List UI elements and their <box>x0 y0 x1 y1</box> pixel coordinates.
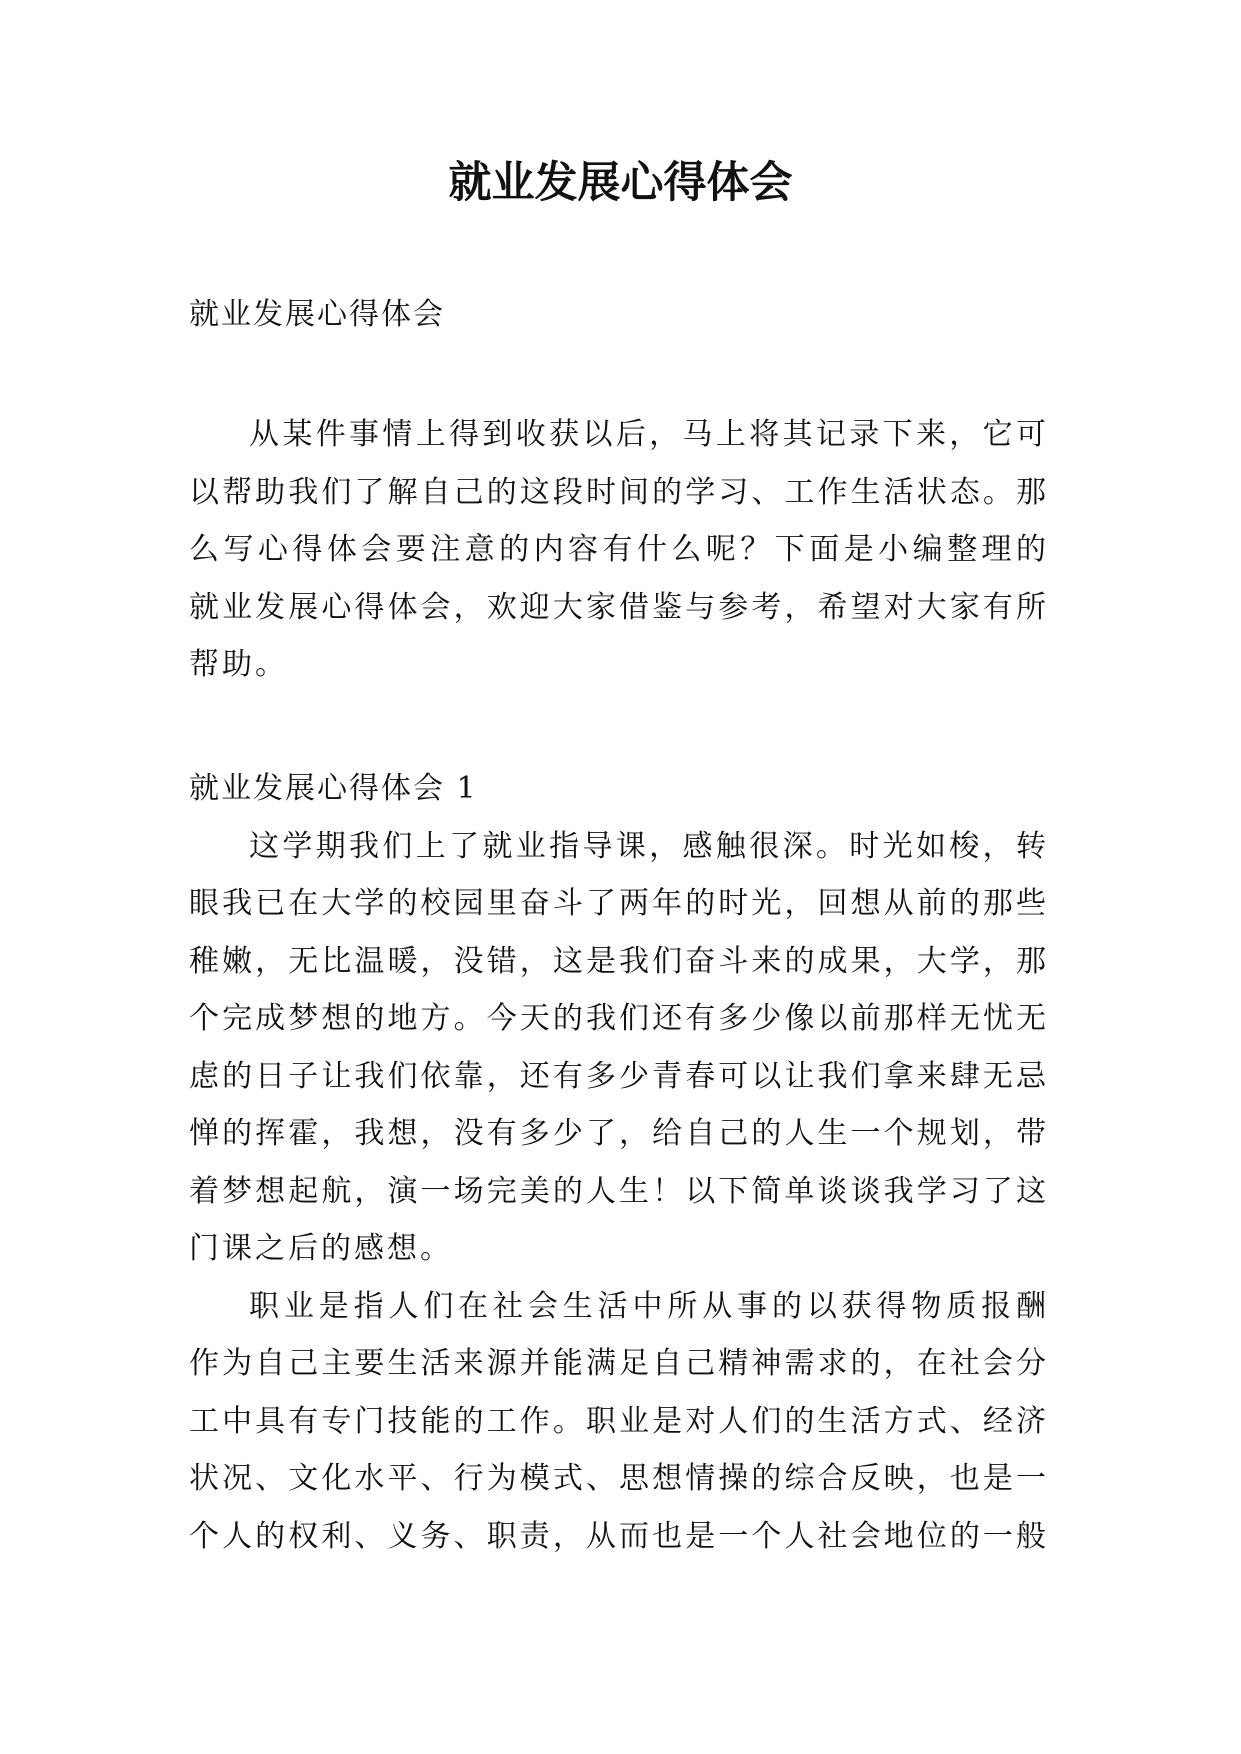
document-title: 就业发展心得体会 <box>448 158 793 208</box>
intro-line: 就业发展心得体会，欢迎大家借鉴与参考，希望对大家有所 <box>189 589 1049 625</box>
paragraph-line: 虑的日子让我们依靠，还有多少青春可以让我们拿来肆无忌 <box>189 1058 1049 1094</box>
paragraph-line: 职业是指人们在社会生活中所从事的以获得物质报酬 <box>249 1288 1049 1324</box>
paragraph-line: 工中具有专门技能的工作。职业是对人们的生活方式、经济 <box>189 1403 1049 1439</box>
paragraph-line: 眼我已在大学的校园里奋斗了两年的时光，回想从前的那些 <box>189 886 1049 921</box>
intro-line: 以帮助我们了解自己的这段时间的学习、工作生活状态。那 <box>189 474 1049 510</box>
paragraph-line: 这学期我们上了就业指导课，感触很深。时光如梭，转 <box>249 828 1049 864</box>
paragraph-line: 个完成梦想的地方。今天的我们还有多少像以前那样无忧无 <box>189 1001 1049 1036</box>
paragraph-line: 个人的权利、义务、职责，从而也是一个人社会地位的一般 <box>189 1518 1049 1554</box>
paragraph-line: 惮的挥霍，我想，没有多少了，给自己的人生一个规划，带 <box>189 1116 1049 1151</box>
intro-line: 帮助。 <box>189 647 288 682</box>
section-heading: 就业发展心得体会 1 <box>189 771 478 806</box>
intro-paragraph <box>189 406 1049 694</box>
section-1 <box>189 760 1049 1565</box>
paragraph-line: 门课之后的感想。 <box>189 1231 453 1266</box>
intro-line: 么写心得体会要注意的内容有什么呢？下面是小编整理的 <box>189 532 1049 567</box>
paragraph-line: 作为自己主要生活来源并能满足自己精神需求的，在社会分 <box>189 1346 1049 1381</box>
document-subtitle: 就业发展心得体会 <box>189 297 445 332</box>
paragraph-line: 稚嫩，无比温暖，没错，这是我们奋斗来的成果，大学，那 <box>189 943 1049 979</box>
paragraph-line: 着梦想起航，演一场完美的人生！以下简单谈谈我学习了这 <box>189 1173 1049 1209</box>
section-paragraph-1 <box>189 818 1049 1278</box>
intro-text <box>189 406 1049 694</box>
paragraph-line: 状况、文化水平、行为模式、思想情操的综合反映，也是一 <box>189 1461 1049 1496</box>
intro-line: 从某件事情上得到收获以后，马上将其记录下来，它可 <box>249 417 1049 452</box>
section-paragraph-2 <box>189 1278 1049 1566</box>
